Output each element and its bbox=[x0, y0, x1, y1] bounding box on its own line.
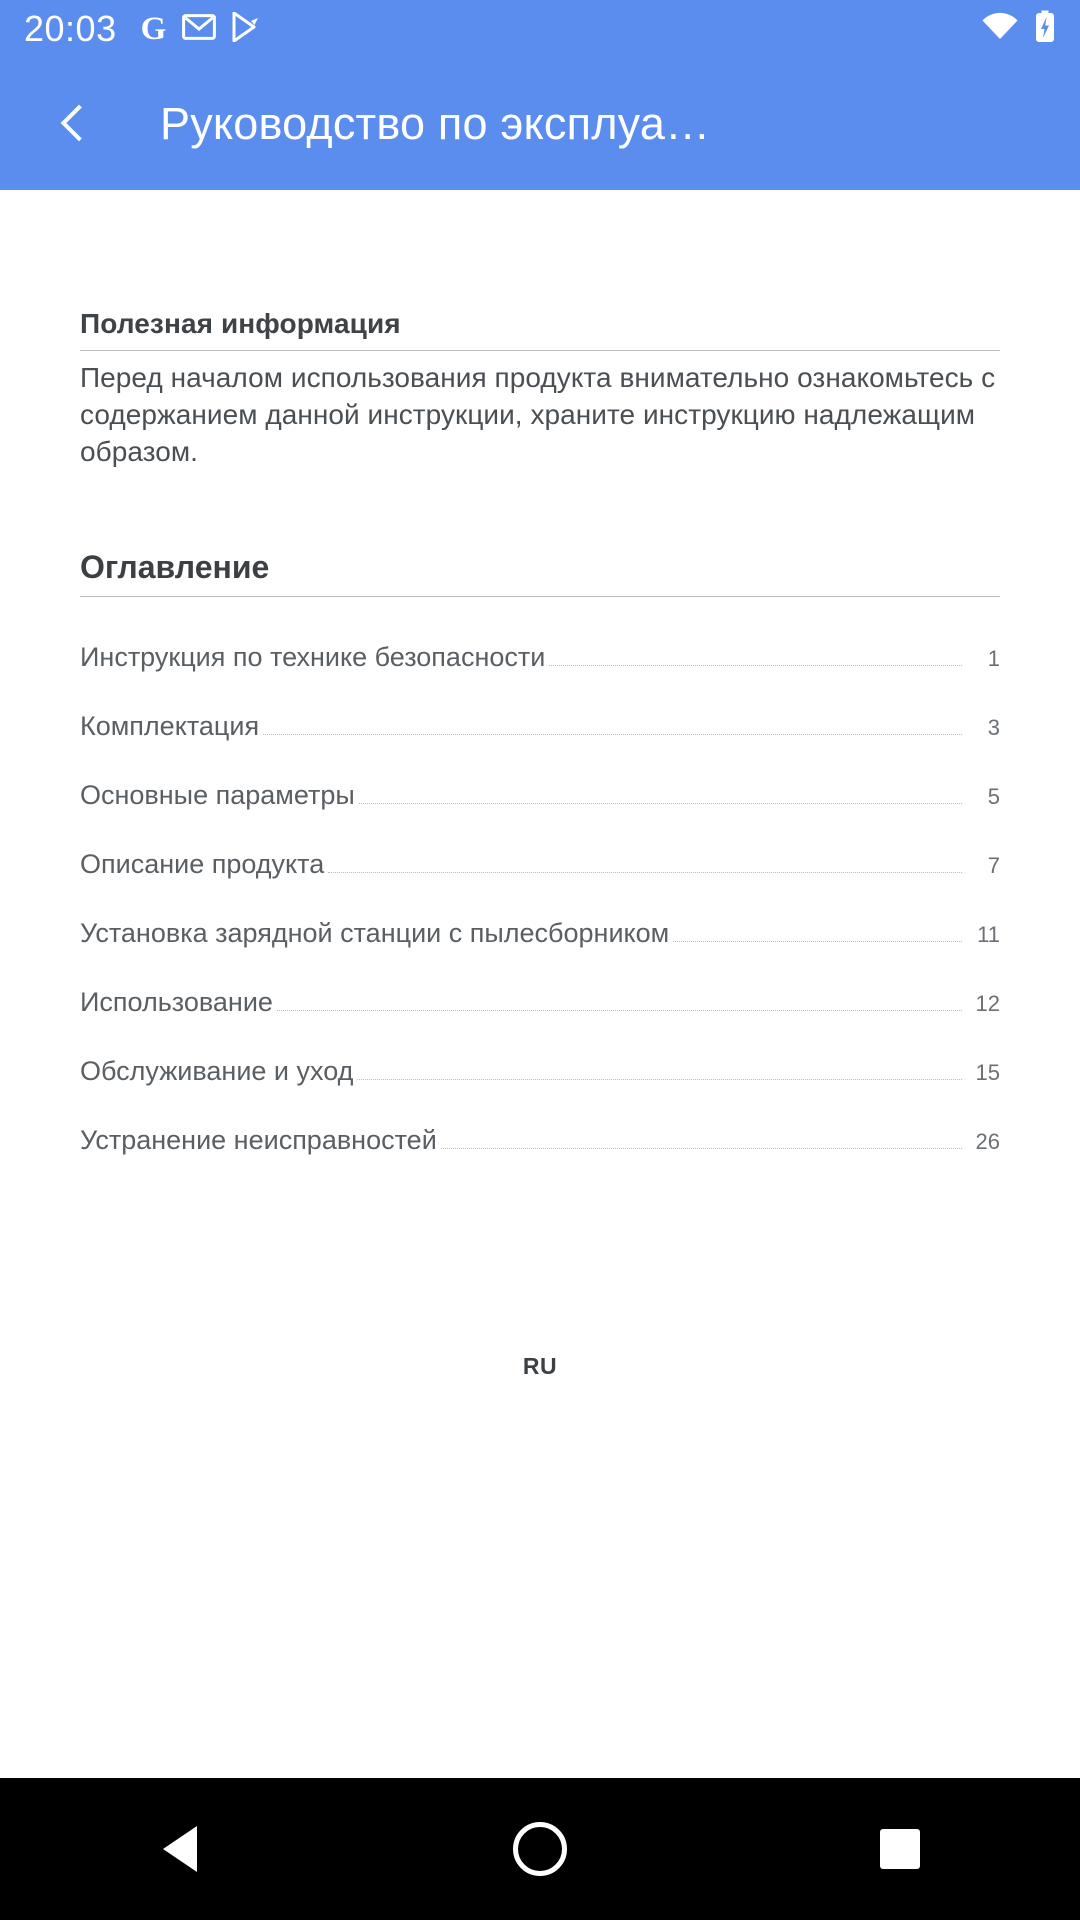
useful-information-body: Перед началом использования продукта внимательно ознакомьтесь с содержанием данной инструкции, храните инструкцию надлежащим образом. bbox=[80, 362, 996, 468]
toc-leader-dots bbox=[359, 802, 962, 804]
status-system-icons bbox=[980, 10, 1056, 49]
toc-entry-page: 7 bbox=[987, 852, 1000, 878]
toc-entry-label: Использование bbox=[80, 986, 273, 1017]
list-item[interactable] bbox=[80, 968, 1000, 1037]
toc-entry-label: Описание продукта bbox=[80, 848, 325, 879]
list-item[interactable] bbox=[80, 761, 1000, 830]
status-bar bbox=[0, 0, 1080, 58]
circle-home-icon bbox=[513, 1822, 567, 1876]
toc-entry-page: 1 bbox=[987, 645, 1000, 671]
nav-back-button[interactable] bbox=[120, 1799, 240, 1899]
toc-leader-dots bbox=[263, 733, 962, 735]
toc-leader-dots bbox=[277, 1009, 962, 1011]
triangle-back-icon bbox=[163, 1826, 197, 1872]
list-item[interactable] bbox=[80, 1037, 1000, 1106]
system-navigation-bar bbox=[0, 1778, 1080, 1920]
toc-entry-label: Устранение неисправностей bbox=[80, 1124, 437, 1155]
status-notification-icons bbox=[141, 12, 261, 47]
toc-leader-dots bbox=[357, 1078, 962, 1080]
status-clock: 20:03 bbox=[24, 8, 117, 49]
toc-entry-page: 12 bbox=[975, 990, 1000, 1016]
toc-entry-page: 26 bbox=[975, 1128, 1000, 1154]
useful-information-section bbox=[80, 308, 1000, 471]
toc-leader-dots bbox=[549, 664, 962, 666]
play-store-icon bbox=[232, 12, 260, 47]
toc-entry-label: Основные параметры bbox=[80, 779, 355, 810]
wifi-icon bbox=[980, 12, 1020, 47]
list-item[interactable] bbox=[80, 692, 1000, 761]
page-title: Руководство по эксплуа… bbox=[160, 98, 711, 149]
contents-list bbox=[80, 623, 1000, 1175]
list-item[interactable] bbox=[80, 830, 1000, 899]
contents-section bbox=[80, 549, 1000, 1175]
toc-entry-label: Установка зарядной станции с пылесборником bbox=[80, 917, 670, 948]
back-chevron-icon[interactable] bbox=[52, 101, 98, 147]
contents-heading: Оглавление bbox=[80, 548, 270, 585]
gmail-icon bbox=[182, 14, 216, 45]
toc-entry-page: 5 bbox=[987, 783, 1000, 809]
contents-divider bbox=[80, 596, 1000, 597]
toc-entry-page: 11 bbox=[977, 921, 1000, 947]
toc-entry-page: 3 bbox=[987, 714, 1000, 740]
square-recents-icon bbox=[880, 1829, 920, 1869]
document-viewer[interactable] bbox=[0, 190, 1080, 1618]
document-page-content bbox=[0, 190, 1080, 1380]
toc-entry-page: 15 bbox=[975, 1059, 1000, 1085]
toc-leader-dots bbox=[673, 940, 962, 942]
language-mark: RU bbox=[522, 1352, 558, 1379]
toc-entry-label: Инструкция по технике безопасности bbox=[80, 641, 546, 672]
toc-entry-label: Обслуживание и уход bbox=[80, 1055, 354, 1086]
app-bar bbox=[0, 58, 1080, 190]
battery-charging-icon bbox=[1034, 10, 1056, 49]
toc-entry-label: Комплектация bbox=[80, 710, 260, 741]
list-item[interactable] bbox=[80, 623, 1000, 692]
list-item[interactable] bbox=[80, 1106, 1000, 1175]
list-item[interactable] bbox=[80, 899, 1000, 968]
toc-leader-dots bbox=[441, 1147, 962, 1149]
google-icon: G bbox=[140, 10, 167, 47]
nav-home-button[interactable] bbox=[480, 1799, 600, 1899]
useful-information-heading: Полезная информация bbox=[80, 308, 401, 339]
toc-leader-dots bbox=[328, 871, 962, 873]
nav-recents-button[interactable] bbox=[840, 1799, 960, 1899]
